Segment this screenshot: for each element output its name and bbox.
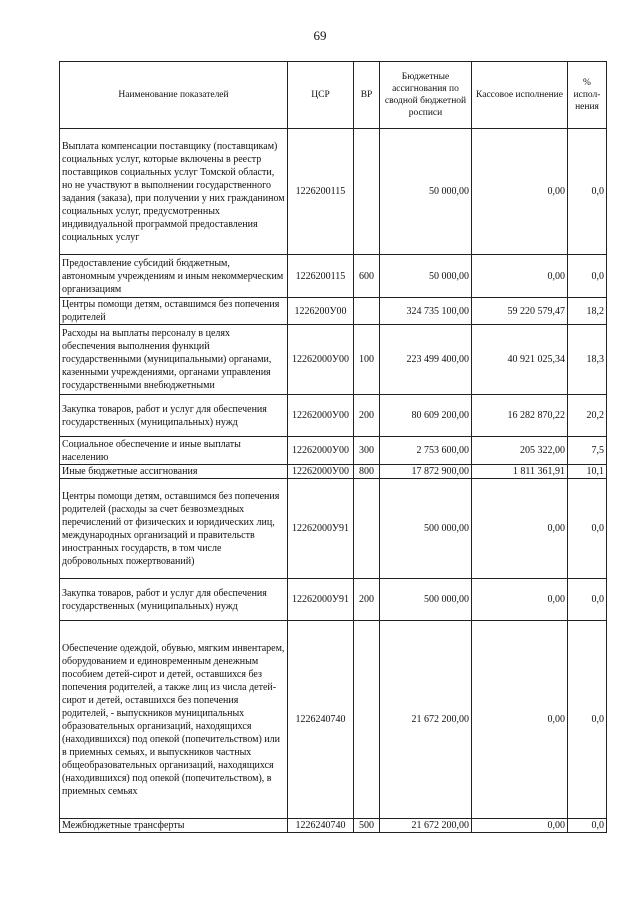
row-pct: 10,1	[568, 465, 607, 479]
row-pct: 0,0	[568, 621, 607, 819]
row-cash: 0,00	[472, 255, 568, 298]
table-row	[60, 129, 607, 255]
row-cash: 59 220 579,47	[472, 298, 568, 325]
row-cash: 40 921 025,34	[472, 325, 568, 395]
table-row	[60, 325, 607, 395]
table-row	[60, 465, 607, 479]
row-pct: 0,0	[568, 579, 607, 621]
row-budget: 50 000,00	[380, 255, 472, 298]
row-cash: 1 811 361,91	[472, 465, 568, 479]
row-cash: 205 322,00	[472, 437, 568, 465]
row-budget: 500 000,00	[380, 579, 472, 621]
row-name: Закупка товаров, работ и услуг для обеспечения государственных (муниципальных) нужд	[60, 579, 288, 621]
row-cash: 0,00	[472, 479, 568, 579]
row-name: Центры помощи детям, оставшимся без попечения родителей (расходы за счет безвозмездных перечислений от физических и юридических лиц, международных организаций и правительств иностранных государств, в том числе добровольных пожертвований)	[60, 479, 288, 579]
row-cash: 16 282 870,22	[472, 395, 568, 437]
row-csr: 1226200У00	[288, 298, 354, 325]
row-vr	[354, 479, 380, 579]
row-budget: 17 872 900,00	[380, 465, 472, 479]
row-csr: 12262000У00	[288, 465, 354, 479]
row-pct: 0,0	[568, 819, 607, 833]
row-csr: 12262000У91	[288, 579, 354, 621]
table-row	[60, 819, 607, 833]
header-vr: ВР	[354, 62, 380, 129]
row-name: Межбюджетные трансферты	[60, 819, 288, 833]
row-budget: 223 499 400,00	[380, 325, 472, 395]
row-pct: 18,2	[568, 298, 607, 325]
row-name: Иные бюджетные ассигнования	[60, 465, 288, 479]
table-row	[60, 579, 607, 621]
row-budget: 2 753 600,00	[380, 437, 472, 465]
row-vr: 600	[354, 255, 380, 298]
page-number: 69	[313, 28, 327, 43]
table-row	[60, 298, 607, 325]
row-name: Выплата компенсации поставщику (поставщикам) социальных услуг, которые включены в реестр поставщиков социальных услуг Томской области, но не участвуют в выполнении государственного задания (заказа), при получении у них гражданином социальных услуг, предусмотренных индивидуальной программой предоставления социальных услуг	[60, 129, 288, 255]
row-pct: 7,5	[568, 437, 607, 465]
budget-table	[59, 61, 607, 833]
header-csr: ЦСР	[288, 62, 354, 129]
row-vr	[354, 298, 380, 325]
row-csr: 12262000У00	[288, 325, 354, 395]
row-budget: 21 672 200,00	[380, 621, 472, 819]
table-row	[60, 255, 607, 298]
row-pct: 0,0	[568, 255, 607, 298]
row-vr: 500	[354, 819, 380, 833]
row-vr: 800	[354, 465, 380, 479]
row-pct: 0,0	[568, 129, 607, 255]
row-pct: 0,0	[568, 479, 607, 579]
table-header-row	[60, 62, 607, 129]
header-pct: % испол-нения	[568, 62, 607, 129]
row-cash: 0,00	[472, 129, 568, 255]
row-budget: 50 000,00	[380, 129, 472, 255]
row-pct: 18,3	[568, 325, 607, 395]
table-row	[60, 437, 607, 465]
row-name: Социальное обеспечение и иные выплаты населению	[60, 437, 288, 465]
row-budget: 500 000,00	[380, 479, 472, 579]
row-csr: 1226200115	[288, 129, 354, 255]
row-vr: 300	[354, 437, 380, 465]
row-csr: 12262000У00	[288, 395, 354, 437]
row-csr: 12262000У91	[288, 479, 354, 579]
row-name: Расходы на выплаты персоналу в целях обеспечения выполнения функций государственными (муниципальными) органами, казенными учреждениями, органами управления государственными внебюджетными	[60, 325, 288, 395]
row-csr: 1226240740	[288, 621, 354, 819]
row-vr	[354, 621, 380, 819]
row-csr: 12262000У00	[288, 437, 354, 465]
row-name: Закупка товаров, работ и услуг для обеспечения государственных (муниципальных) нужд	[60, 395, 288, 437]
header-name: Наименование показателей	[60, 62, 288, 129]
row-name: Предоставление субсидий бюджетным, автономным учреждениям и иным некоммерческим организациям	[60, 255, 288, 298]
table-row	[60, 479, 607, 579]
header-cash: Кассовое исполнение	[472, 62, 568, 129]
row-csr: 1226240740	[288, 819, 354, 833]
table-row	[60, 395, 607, 437]
row-cash: 0,00	[472, 621, 568, 819]
row-name: Обеспечение одеждой, обувью, мягким инвентарем, оборудованием и единовременным денежным пособием детей-сирот и детей, оставшихся без попечения родителей, а также лиц из числа детей-сирот и детей, оставшихся без попечения родителей, - выпускников муниципальных образовательных организаций, находящихся (находившихся) под опекой (попечительством) или в приемных семьях, и выпускников частных общеобразовательных организаций, находящихся (находившихся) под опекой (попечительством), в приемных семьях	[60, 621, 288, 819]
row-pct: 20,2	[568, 395, 607, 437]
row-vr: 100	[354, 325, 380, 395]
row-budget: 324 735 100,00	[380, 298, 472, 325]
row-budget: 21 672 200,00	[380, 819, 472, 833]
row-csr: 1226200115	[288, 255, 354, 298]
header-budget: Бюджетные ассигнования по сводной бюджетной росписи	[380, 62, 472, 129]
row-vr: 200	[354, 579, 380, 621]
row-budget: 80 609 200,00	[380, 395, 472, 437]
table-row	[60, 621, 607, 819]
row-vr: 200	[354, 395, 380, 437]
row-cash: 0,00	[472, 819, 568, 833]
row-cash: 0,00	[472, 579, 568, 621]
row-vr	[354, 129, 380, 255]
row-name: Центры помощи детям, оставшимся без попечения родителей	[60, 298, 288, 325]
